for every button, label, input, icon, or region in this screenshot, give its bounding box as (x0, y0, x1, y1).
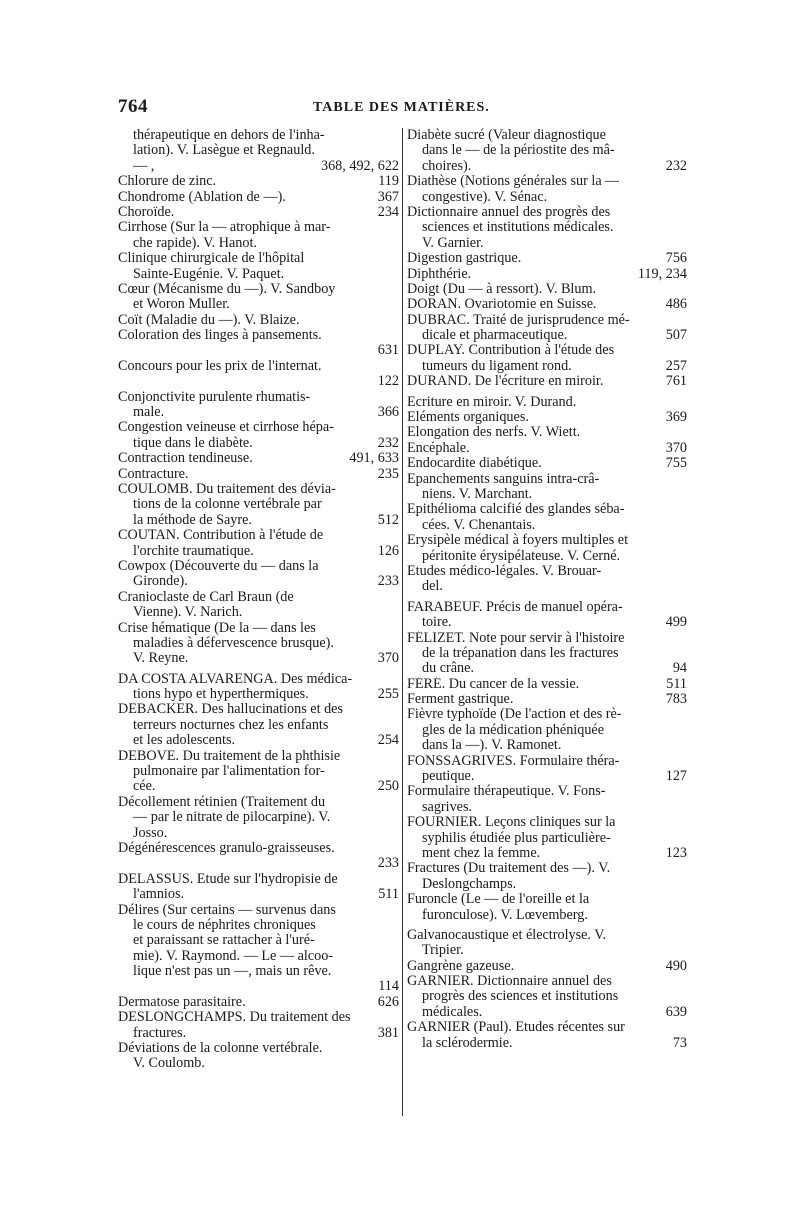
index-entry-text: Digestion gastrique. (407, 251, 522, 267)
index-entry-line (407, 800, 687, 815)
index-entry-line (118, 636, 399, 651)
index-entry-line (118, 651, 399, 666)
index-entry-line (407, 236, 687, 251)
index-entry-page-ref: 507 (665, 328, 687, 344)
index-entry-text: ment chez la femme. (422, 845, 541, 861)
index-entry-text: DA COSTA ALVARENGA. Des médica- (118, 671, 353, 687)
index-entry-text: Formulaire thérapeutique. V. Fons- (407, 784, 606, 800)
index-entry-line (118, 251, 399, 266)
index-entry-text: Choroïde. (118, 204, 175, 220)
index-entry-line (118, 451, 399, 466)
index-entry-text: Sainte-Eugénie. V. Paquet. (133, 266, 285, 282)
index-entry-text: — par le nitrate de pilocarpine). V. (133, 810, 331, 826)
index-entry-text: l'amnios. (133, 887, 185, 903)
index-entry-text: V. Reyne. (133, 651, 189, 667)
index-entry-line (118, 1056, 399, 1071)
index-entry-line (118, 764, 399, 779)
index-entry-line (118, 872, 399, 887)
index-entry-line (118, 190, 399, 205)
index-entry-page-ref: 512 (377, 512, 399, 528)
index-entry-line (118, 405, 399, 420)
index-entry-text: Cœur (Mécanisme du —). V. Sandboy (118, 281, 336, 297)
index-entry-text: médicales. (422, 1004, 483, 1020)
index-entry-page-ref: 114 (378, 979, 399, 995)
index-entry-text: Epithélioma calcifié des glandes séba- (407, 502, 625, 518)
index-entry-line (407, 861, 687, 876)
index-entry-line (118, 1026, 399, 1041)
index-entry-line (118, 605, 399, 620)
index-entry-text: Ferment gastrique. (407, 692, 514, 708)
index-entry-line (407, 769, 687, 784)
index-entry-text: le cours de néphrites chroniques (133, 917, 316, 933)
index-entry-line (407, 846, 687, 861)
index-entry-line (407, 502, 687, 517)
index-entry-line (407, 128, 687, 143)
index-entry-line (407, 928, 687, 943)
index-entry-page-ref: 127 (665, 769, 687, 785)
index-entry-line (407, 205, 687, 220)
index-entry-line (407, 615, 687, 630)
index-entry-line (118, 856, 399, 871)
index-entry-page-ref: 370 (665, 440, 687, 456)
index-entry-text: Tripier. (422, 943, 464, 959)
index-entry-line (407, 533, 687, 548)
index-entry-text: Délires (Sur certains — survenus dans (118, 902, 336, 918)
index-entry-page-ref: 367 (377, 189, 399, 205)
index-entry-text: DURAND. De l'écriture en miroir. (407, 374, 604, 390)
index-entry-text: et les adolescents. (133, 733, 236, 749)
index-entry-line (118, 590, 399, 605)
index-entry-text: Josso. (133, 825, 168, 841)
index-entry-line (407, 456, 687, 471)
index-entry-line (118, 779, 399, 794)
index-entry-text: DUBRAC. Traité de jurisprudence mé- (407, 312, 630, 328)
index-entry-line (407, 159, 687, 174)
index-entry-line (407, 1005, 687, 1020)
index-entry-page-ref: 381 (377, 1025, 399, 1041)
index-entry-page-ref: 368, 492, 622 (320, 158, 399, 174)
index-entry-text: niens. V. Marchant. (422, 486, 533, 502)
index-entry-text: Epanchements sanguins intra-crâ- (407, 471, 600, 487)
index-entry-text: lique n'est pas un —, mais un rêve. (133, 964, 332, 980)
index-entry-line (118, 1041, 399, 1056)
index-entry-text: péritonite érysipélateuse. V. Cerné. (422, 548, 621, 564)
index-entry-page-ref: 631 (377, 343, 399, 359)
index-entry-page-ref: 119, 234 (637, 266, 687, 282)
index-entry-line (118, 297, 399, 312)
index-entry-text: DUPLAY. Contribution à l'étude des (407, 343, 615, 359)
index-entry-text: et paraissant se rattacher à l'uré- (133, 933, 315, 949)
index-entry-line (118, 887, 399, 902)
index-entry-text: dicale et pharmaceutique. (422, 328, 568, 344)
index-entry-text: Gangrène gazeuse. (407, 958, 515, 974)
index-entry-line (118, 621, 399, 636)
index-entry-text: DEBACKER. Des hallucinations et des (118, 702, 343, 718)
index-entry-line (118, 949, 399, 964)
index-entry-line (407, 190, 687, 205)
index-entry-line (118, 810, 399, 825)
index-entry-page-ref: 255 (377, 687, 399, 703)
index-entry-line (118, 826, 399, 841)
index-entry-text: V. Garnier. (422, 235, 484, 251)
index-entry-page-ref: 232 (377, 435, 399, 451)
index-entry-text: tique dans le diabète. (133, 435, 253, 451)
index-entry-line (118, 964, 399, 979)
index-entry-line (118, 343, 399, 358)
index-entry-page-ref: 369 (665, 410, 687, 426)
index-entry-page-ref: 250 (377, 779, 399, 795)
index-entry-line (407, 395, 687, 410)
index-entry-line (407, 251, 687, 266)
index-entry-line (407, 343, 687, 358)
index-entry-line (118, 1010, 399, 1025)
index-entry-line (118, 143, 399, 158)
index-entry-line (407, 692, 687, 707)
index-entry-text: — , (133, 158, 155, 174)
index-entry-text: GARNIER. Dictionnaire annuel des (407, 974, 612, 990)
index-entry-page-ref: 511 (666, 676, 687, 692)
index-entry-text: Furoncle (Le — de l'oreille et la (407, 892, 590, 908)
index-column-left (118, 128, 399, 1116)
index-entry-line (407, 600, 687, 615)
index-entry-text: Déviations de la colonne vertébrale. (118, 1041, 323, 1057)
index-entry-line (407, 974, 687, 989)
index-entry-line (407, 374, 687, 389)
index-entry-text: progrès des sciences et institutions (422, 989, 619, 1005)
index-entry-text: Concours pour les prix de l'internat. (118, 358, 322, 374)
index-entry-text: mie). V. Raymond. — Le — alcoo- (133, 948, 334, 964)
index-entry-line (407, 472, 687, 487)
index-entry-page-ref: 626 (377, 994, 399, 1010)
index-entry-line (407, 908, 687, 923)
index-entry-text: Diathèse (Notions générales sur la — (407, 174, 620, 190)
index-entry-line (118, 672, 399, 687)
index-entry-line (118, 733, 399, 748)
index-entry-text: Dictionnaire annuel des progrès des (407, 204, 611, 220)
index-entry-line (407, 661, 687, 676)
index-entry-line (118, 390, 399, 405)
index-entry-line (407, 815, 687, 830)
index-entry-text: COUTAN. Contribution à l'étude de (118, 528, 324, 544)
index-entry-text: terreurs nocturnes chez les enfants (133, 717, 329, 733)
index-entry-line (118, 313, 399, 328)
index-entry-text: Dermatose parasitaire. (118, 994, 246, 1010)
page-number: 764 (118, 96, 148, 117)
index-entry-line (118, 933, 399, 948)
index-entry-line (407, 487, 687, 502)
index-entry-text: FÉLIZET. Note pour servir à l'histoire (407, 630, 625, 646)
index-entry-text: Fièvre typhoïde (De l'action et des rè- (407, 707, 622, 723)
index-entry-line (407, 677, 687, 692)
index-entry-line (407, 989, 687, 1004)
index-entry-page-ref: 234 (377, 204, 399, 220)
index-entry-line (118, 220, 399, 235)
index-entry-line (407, 143, 687, 158)
index-entry-line (407, 892, 687, 907)
index-entry-line (407, 410, 687, 425)
index-entry-text: gles de la médication phéniquée (422, 722, 605, 738)
index-entry-text: Diabète sucré (Valeur diagnostique (407, 128, 606, 143)
index-entry-text: Deslongchamps. (422, 876, 517, 892)
index-entry-page-ref: 755 (665, 456, 687, 472)
index-entry-text: la sclérodermie. (422, 1035, 513, 1051)
index-entry-line (407, 646, 687, 661)
index-entry-page-ref: 126 (377, 543, 399, 559)
index-entry-text: thérapeutique en dehors de l'inha- (133, 128, 325, 143)
index-entry-line (118, 559, 399, 574)
index-entry-page-ref: 94 (672, 661, 687, 677)
index-entry-line (407, 297, 687, 312)
index-entry-page-ref: 366 (377, 405, 399, 421)
index-entry-text: Coloration des linges à pansements. (118, 328, 322, 344)
index-entry-text: V. Coulomb. (133, 1056, 205, 1072)
index-entry-page-ref: 235 (377, 466, 399, 482)
index-entry-text: congestive). V. Sénac. (422, 189, 548, 205)
index-entry-line (118, 282, 399, 297)
index-entry-text: sciences et institutions médicales. (422, 220, 614, 236)
index-entry-text: peutique. (422, 769, 475, 785)
index-entry-text: du crâne. (422, 661, 474, 677)
index-entry-line (407, 328, 687, 343)
index-entry-line (407, 877, 687, 892)
index-entry-page-ref: 123 (665, 845, 687, 861)
index-entry-text: COULOMB. Du traitement des dévia- (118, 481, 336, 497)
index-entry-text: Décollement rétinien (Traitement du (118, 794, 326, 810)
index-entry-text: la méthode de Sayre. (133, 512, 252, 528)
column-divider (402, 128, 403, 1116)
index-entry-text: pulmonaire par l'alimentation for- (133, 764, 325, 780)
index-entry-text: furonculose). V. Lœvemberg. (422, 907, 588, 923)
index-entry-line (118, 574, 399, 589)
index-entry-line (118, 687, 399, 702)
index-entry-text: Doigt (Du — à ressort). V. Blum. (407, 281, 597, 297)
index-entry-line (118, 482, 399, 497)
index-column-right (407, 128, 687, 1116)
index-entry-page-ref: 783 (665, 692, 687, 708)
index-entry-page-ref: 639 (665, 1004, 687, 1020)
index-entry-text: male. (133, 405, 165, 421)
index-entry-line (407, 549, 687, 564)
index-entry-line (118, 995, 399, 1010)
index-entry-text: Cowpox (Découverte du — dans la (118, 558, 319, 574)
index-entry-text: Eléments organiques. (407, 410, 529, 426)
index-entry-line (118, 979, 399, 994)
index-entry-page-ref: 499 (665, 615, 687, 631)
index-entry-text: Vienne). V. Narich. (133, 605, 243, 621)
index-entry-text: Erysipèle médical à foyers multiples et (407, 533, 629, 549)
index-entry-line (118, 513, 399, 528)
index-entry-line (118, 467, 399, 482)
index-entry-line (118, 359, 399, 374)
index-entry-line (118, 497, 399, 512)
index-entry-text: fractures. (133, 1025, 187, 1041)
index-entry-text: che rapide). V. Hanot. (133, 235, 257, 251)
index-entry-text: dans la —). V. Ramonet. (422, 738, 562, 754)
index-entry-line (118, 903, 399, 918)
index-entry-text: Galvanocaustique et électrolyse. V. (407, 927, 607, 943)
index-entry-line (407, 738, 687, 753)
index-entry-page-ref: 491, 633 (349, 451, 399, 467)
index-entry-line (407, 631, 687, 646)
index-entry-text: GARNIER (Paul). Etudes récentes sur (407, 1020, 625, 1036)
index-entry-text: FONSSAGRIVES. Formulaire théra- (407, 753, 620, 769)
index-entry-text: cée. (133, 779, 156, 795)
index-entry-text: toire. (422, 615, 452, 631)
index-entry-line (118, 718, 399, 733)
index-entry-text: lation). V. Lasègue et Regnauld. (133, 143, 315, 159)
index-entry-line (407, 959, 687, 974)
index-entry-text: Chondrome (Ablation de —). (118, 189, 286, 205)
index-entry-page-ref: 370 (377, 651, 399, 667)
index-entry-text: l'orchite traumatique. (133, 543, 254, 559)
index-entry-page-ref: 233 (377, 856, 399, 872)
index-entry-line (407, 784, 687, 799)
index-entry-line (118, 205, 399, 220)
index-entry-page-ref: 233 (377, 574, 399, 590)
index-entry-text: del. (422, 579, 443, 595)
index-entry-text: DESLONGCHAMPS. Du traitement des (118, 1010, 351, 1026)
index-entry-page-ref: 257 (665, 358, 687, 374)
index-entry-line (118, 159, 399, 174)
index-entry-page-ref: 761 (665, 374, 687, 390)
page-header (118, 96, 688, 120)
index-entry-line (407, 174, 687, 189)
index-entry-line (118, 374, 399, 389)
index-entry-text: DELASSUS. Etude sur l'hydropisie de (118, 871, 338, 887)
index-entry-line (118, 436, 399, 451)
index-entry-line (407, 441, 687, 456)
index-entry-text: sagrives. (422, 799, 473, 815)
index-entry-text: Cirrhose (Sur la — atrophique à mar- (118, 220, 331, 236)
index-entry-line (118, 702, 399, 717)
index-entry-text: syphilis étudiée plus particulière- (422, 830, 611, 846)
index-entry-page-ref: 119 (378, 174, 399, 190)
index-entry-line (118, 918, 399, 933)
index-entry-line (118, 528, 399, 543)
index-entry-text: Elongation des nerfs. V. Wiett. (407, 425, 581, 441)
index-entry-line (407, 282, 687, 297)
index-entry-page-ref: 232 (665, 158, 687, 174)
index-entry-text: FOURNIER. Leçons cliniques sur la (407, 815, 616, 831)
index-entry-line (118, 328, 399, 343)
index-entry-line (407, 579, 687, 594)
index-entry-text: Encéphale. (407, 440, 470, 456)
index-entry-text: de la trépanation dans les fractures (422, 645, 619, 661)
index-entry-line (407, 831, 687, 846)
index-entry-line (118, 841, 399, 856)
index-entry-text: et Woron Muller. (133, 297, 230, 313)
index-entry-page-ref: 254 (377, 733, 399, 749)
index-entry-text: choires). (422, 158, 472, 174)
index-entry-page-ref: 73 (672, 1035, 687, 1051)
index-entry-line (407, 723, 687, 738)
index-entry-line (118, 174, 399, 189)
index-entry-text: Clinique chirurgicale de l'hôpital (118, 251, 305, 267)
index-entry-text: Congestion veineuse et cirrhose hépa- (118, 420, 334, 436)
index-entry-text: Contraction tendineuse. (118, 451, 253, 467)
index-entry-text: Gironde). (133, 574, 188, 590)
index-entry-line (118, 267, 399, 282)
index-entry-text: FÉRÉ. Du cancer de la vessie. (407, 676, 580, 692)
index-entry-text: DEBOVE. Du traitement de la phthisie (118, 748, 341, 764)
index-entry-line (407, 220, 687, 235)
index-entry-line (118, 795, 399, 810)
index-entry-text: cées. V. Chenantais. (422, 517, 536, 533)
index-entry-text: Etudes médico-légales. V. Brouar- (407, 563, 602, 579)
index-entry-line (407, 564, 687, 579)
index-entry-text: tions hypo et hyperthermiques. (133, 687, 309, 703)
index-entry-line (407, 1036, 687, 1051)
index-entry-page-ref: 486 (665, 297, 687, 313)
index-entry-text: Ecriture en miroir. V. Durand. (407, 394, 577, 410)
index-entry-text: Endocardite diabétique. (407, 456, 542, 472)
index-entry-line (118, 749, 399, 764)
index-entry-line (407, 267, 687, 282)
running-title: TABLE DES MATIÈRES. (313, 100, 490, 115)
index-entry-line (407, 313, 687, 328)
index-entry-line (407, 359, 687, 374)
index-entry-text: Chlorure de zinc. (118, 174, 217, 190)
index-entry-text: Crise hématique (De la — dans les (118, 620, 316, 636)
index-entry-line (407, 1020, 687, 1035)
index-entry-page-ref: 490 (665, 958, 687, 974)
index-entry-page-ref: 511 (378, 887, 399, 903)
index-entry-text: tions de la colonne vertébrale par (133, 497, 322, 513)
index-entry-line (407, 425, 687, 440)
index-entry-line (118, 544, 399, 559)
index-entry-text: dans le — de la périostite des mâ- (422, 143, 615, 159)
index-entry-text: tumeurs du ligament rond. (422, 358, 572, 374)
index-entry-text: Dégénérescences granulo-graisseuses. (118, 840, 335, 856)
index-entry-text: Cranioclaste de Carl Braun (de (118, 589, 294, 605)
index-entry-line (407, 943, 687, 958)
index-entry-line (118, 420, 399, 435)
index-entry-text: Coït (Maladie du —). V. Blaize. (118, 312, 300, 328)
index-entry-text: DORAN. Ovariotomie en Suisse. (407, 297, 597, 313)
index-entry-text: maladies à défervescence brusque). (133, 635, 334, 651)
index-entry-line (118, 128, 399, 143)
index-entry-page-ref: 122 (377, 374, 399, 390)
index-entry-text: Fractures (Du traitement des —). V. (407, 861, 611, 877)
index-entry-line (407, 707, 687, 722)
index-entry-text: Diphthérie. (407, 266, 472, 282)
index-entry-line (118, 236, 399, 251)
index-entry-page-ref: 756 (665, 251, 687, 267)
index-entry-line (407, 754, 687, 769)
index-entry-text: FARABEUF. Précis de manuel opéra- (407, 599, 623, 615)
index-entry-text: Conjonctivite purulente rhumatis- (118, 389, 311, 405)
index-entry-line (407, 518, 687, 533)
index-entry-text: Contracture. (118, 466, 189, 482)
